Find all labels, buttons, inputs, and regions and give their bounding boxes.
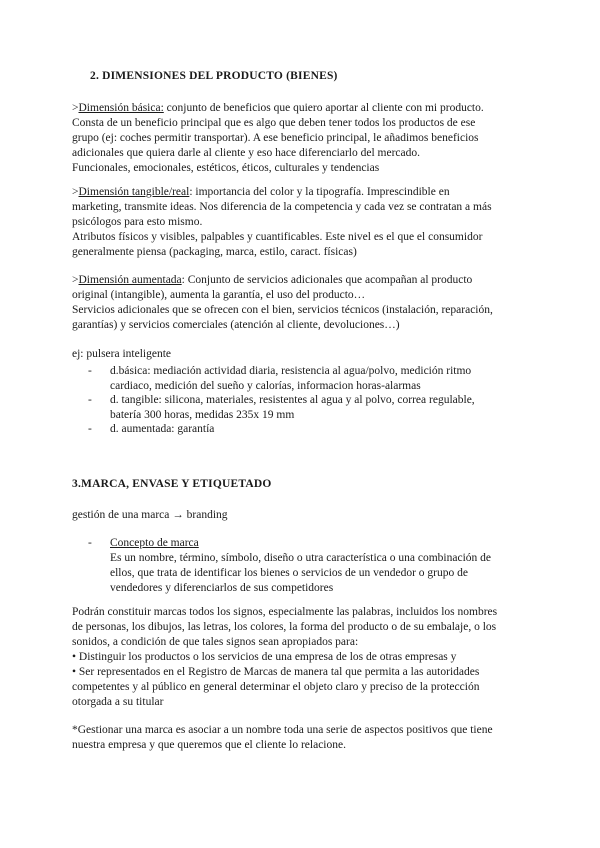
line-text: : importancia del color y la tipografía. Imprescindible en	[189, 186, 450, 198]
list-line: cardiaco, medición del sueño y calorías, informacion horas-alarmas	[110, 380, 421, 392]
list-dash: -	[88, 423, 92, 435]
bullet-prefix: >	[72, 274, 79, 286]
example-intro	[72, 347, 532, 362]
list-dash: -	[88, 537, 92, 549]
list-line: d. aumentada: garantía	[110, 423, 215, 435]
paragraph-line: Podrán constituir marcas todos los signos, especialmente las palabras, incluidos los nombres	[72, 606, 498, 618]
paragraph-line: gestión de una marca → branding	[72, 509, 228, 521]
bullet-prefix: >	[72, 186, 79, 198]
dimension-basica-paragraph	[72, 101, 532, 176]
paragraph-line: psicólogos para esto mismo.	[72, 216, 203, 228]
list-line: ellos, que trata de identificar los bienes o servicios de un vendedor o grupo de	[110, 567, 468, 579]
line-text: : Conjunto de servicios adicionales que acompañan al producto	[181, 274, 473, 286]
line-text: conjunto de beneficios que quiero aportar al cliente con mi producto.	[163, 102, 484, 114]
concepto-marca-item	[88, 536, 528, 596]
paragraph-line: de personas, los dibujos, las letras, los colores, la forma del producto o de su embalaje, o los	[72, 621, 497, 633]
concepto-marca-title: Concepto de marca	[110, 537, 199, 549]
list-item	[88, 422, 528, 437]
paragraph-line: • Distinguir los productos o los servicios de una empresa de los de otras empresas y	[72, 651, 457, 663]
paragraph-line: Funcionales, emocionales, estéticos, éticos, culturales y tendencias	[72, 162, 380, 174]
list-item	[88, 393, 528, 423]
section-3-heading: 3.MARCA, ENVASE Y ETIQUETADO	[72, 478, 272, 490]
bullet-prefix: >	[72, 102, 79, 114]
dimension-tangible-paragraph	[72, 185, 532, 260]
list-dash: -	[88, 365, 92, 377]
paragraph-line: grupo (ej: coches permitir transportar). A ese beneficio principal, le añadimos beneficios	[72, 132, 479, 144]
list-line: d. tangible: silicona, materiales, resistentes al agua y al polvo, correa regulable,	[110, 394, 475, 406]
gestionar-paragraph	[72, 723, 532, 753]
section-2-heading: 2. DIMENSIONES DEL PRODUCTO (BIENES)	[90, 70, 338, 82]
paragraph-line: Servicios adicionales que se ofrecen con el bien, servicios técnicos (instalación, reparación,	[72, 304, 493, 316]
paragraph-line: generalmente piensa (packaging, marca, estilo, caract. físicas)	[72, 246, 357, 258]
paragraph-line	[72, 273, 532, 288]
paragraph-line: Consta de un beneficio principal que es algo que deben tener todos los productos de ese	[72, 117, 476, 129]
paragraph-line: *Gestionar una marca es asociar a un nombre toda una serie de aspectos positivos que tiene	[72, 724, 493, 736]
paragraph-line: competentes y al público en general determinar el objeto claro y preciso de la protección	[72, 681, 480, 693]
paragraph-line: garantías) y servicios comerciales (atención al cliente, devoluciones…)	[72, 319, 400, 331]
list-line: Es un nombre, término, símbolo, diseño o utra característica o una combinación de	[110, 552, 491, 564]
list-line: batería 300 horas, medidas 235x 19 mm	[110, 409, 295, 421]
paragraph-line: ej: pulsera inteligente	[72, 348, 171, 360]
paragraph-line: marketing, transmite ideas. Nos diferencia de la competencia y cada vez se contratan a más	[72, 201, 492, 213]
dimension-aumentada-label: Dimensión aumentada	[78, 274, 182, 286]
branding-line	[72, 508, 532, 523]
list-dash: -	[88, 394, 92, 406]
paragraph-line	[72, 101, 532, 116]
paragraph-line: adicionales que quiera darle al cliente y eso hace diferenciarlo del mercado.	[72, 147, 421, 159]
paragraph-line: sonidos, a condición de que tales signos sean apropiados para:	[72, 636, 359, 648]
paragraph-line: otorgada a su titular	[72, 696, 164, 708]
dimension-tangible-label: Dimensión tangible/real	[78, 186, 190, 198]
list-line: d.básica: mediación actividad diaria, resistencia al agua/polvo, medición ritmo	[110, 365, 472, 377]
dimension-basica-label: Dimensión básica:	[78, 102, 164, 114]
list-item	[88, 364, 528, 394]
paragraph-line: • Ser representados en el Registro de Marcas de manera tal que permita a las autoridades	[72, 666, 480, 678]
signos-paragraph	[72, 605, 532, 710]
dimension-aumentada-paragraph	[72, 273, 532, 333]
paragraph-line	[72, 185, 532, 200]
paragraph-line: Atributos físicos y visibles, palpables y cuantificables. Este nivel es el que el consumidor	[72, 231, 483, 243]
paragraph-line: original (intangible), aumenta la garantía, el uso del producto…	[72, 289, 366, 301]
list-line: vendedores y diferenciarlos de sus competidores	[110, 582, 334, 594]
paragraph-line: nuestra empresa y que queremos que el cliente lo relacione.	[72, 739, 346, 751]
